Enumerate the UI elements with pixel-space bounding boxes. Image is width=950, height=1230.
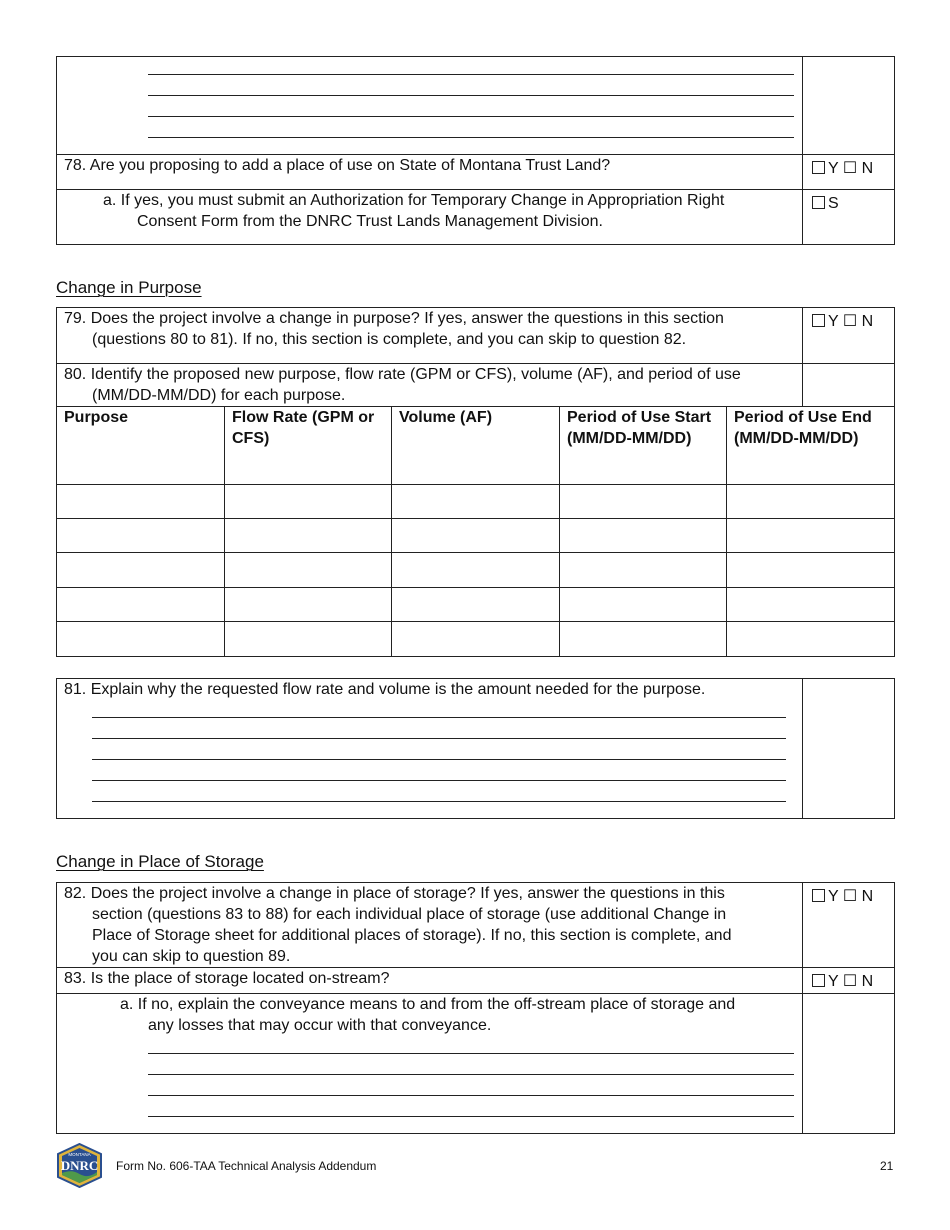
table-header-flow-rate: Flow Rate (GPM or CFS) bbox=[232, 409, 375, 447]
table-header-period-end: Period of Use End (MM/DD-MM/DD) bbox=[734, 409, 872, 447]
q78a-line2: Consent Form from the DNRC Trust Lands Management Division. bbox=[137, 213, 603, 230]
q83a-line2: any losses that may occur with that conveyance. bbox=[148, 1017, 492, 1034]
answer-line[interactable] bbox=[92, 801, 786, 802]
q78a-checkbox[interactable]: S bbox=[812, 193, 839, 214]
answer-line[interactable] bbox=[92, 780, 786, 781]
answer-line[interactable] bbox=[148, 1074, 794, 1075]
logo-text: DNRC bbox=[60, 1158, 99, 1173]
checkbox-icon[interactable] bbox=[812, 161, 825, 174]
table-header-period-start: Period of Use Start (MM/DD-MM/DD) bbox=[567, 409, 712, 447]
answer-line[interactable] bbox=[92, 759, 786, 760]
footer-form-label: Form No. 606-TAA Technical Analysis Addendum bbox=[116, 1159, 377, 1173]
q82-line3: Place of Storage sheet for additional places of storage). If no, this section is complete, and bbox=[92, 927, 732, 944]
table-header-purpose: Purpose bbox=[64, 409, 129, 426]
purpose-box bbox=[56, 307, 895, 657]
q78-checkbox[interactable]: Y ☐ N bbox=[812, 158, 873, 179]
q82-checkbox[interactable]: Y ☐ N bbox=[812, 886, 873, 907]
q79-line1: 79. Does the project involve a change in purpose? If yes, answer the questions in this section bbox=[64, 310, 724, 327]
checkbox-icon[interactable] bbox=[812, 314, 825, 327]
answer-line[interactable] bbox=[148, 1053, 794, 1054]
q82-line1: 82. Does the project involve a change in place of storage? If yes, answer the questions in this bbox=[64, 885, 725, 902]
q82-line4: you can skip to question 89. bbox=[92, 948, 291, 965]
footer-page-number: 21 bbox=[880, 1159, 894, 1173]
q83-checkbox[interactable]: Y ☐ N bbox=[812, 971, 873, 992]
logo-small-text: MONTANA bbox=[68, 1152, 91, 1157]
q78-question: 78. Are you proposing to add a place of use on State of Montana Trust Land? bbox=[64, 157, 611, 174]
q83-question: 83. Is the place of storage located on-stream? bbox=[64, 970, 390, 987]
answer-line[interactable] bbox=[148, 95, 794, 96]
checkbox-icon[interactable] bbox=[812, 196, 825, 209]
q80-line1: 80. Identify the proposed new purpose, flow rate (GPM or CFS), volume (AF), and period of use bbox=[64, 366, 741, 383]
answer-line[interactable] bbox=[148, 1116, 794, 1117]
checkbox-icon[interactable] bbox=[812, 889, 825, 902]
answer-column-divider bbox=[802, 56, 803, 245]
q81-question: 81. Explain why the requested flow rate and volume is the amount needed for the purpose. bbox=[64, 681, 706, 698]
answer-line[interactable] bbox=[92, 717, 786, 718]
section-heading-change-in-purpose: Change in Purpose bbox=[56, 278, 202, 297]
table-header-volume: Volume (AF) bbox=[399, 409, 493, 426]
q79-checkbox[interactable]: Y ☐ N bbox=[812, 311, 873, 332]
answer-line[interactable] bbox=[148, 116, 794, 117]
checkbox-icon[interactable] bbox=[812, 974, 825, 987]
q82-line2: section (questions 83 to 88) for each individual place of storage (use additional Change in bbox=[92, 906, 727, 923]
q79-line2: (questions 80 to 81). If no, this section is complete, and you can skip to question 82. bbox=[92, 331, 687, 348]
answer-line[interactable] bbox=[148, 137, 794, 138]
answer-line[interactable] bbox=[148, 74, 794, 75]
q80-line2: (MM/DD-MM/DD) for each purpose. bbox=[92, 387, 346, 404]
answer-line[interactable] bbox=[92, 738, 786, 739]
section-heading-change-in-place-of-storage: Change in Place of Storage bbox=[56, 852, 264, 871]
q78a-line1: a. If yes, you must submit an Authorization for Temporary Change in Appropriation Right bbox=[103, 192, 725, 209]
q83a-line1: a. If no, explain the conveyance means to and from the off-stream place of storage and bbox=[120, 996, 736, 1013]
dnrc-logo bbox=[56, 1143, 103, 1188]
answer-line[interactable] bbox=[148, 1095, 794, 1096]
